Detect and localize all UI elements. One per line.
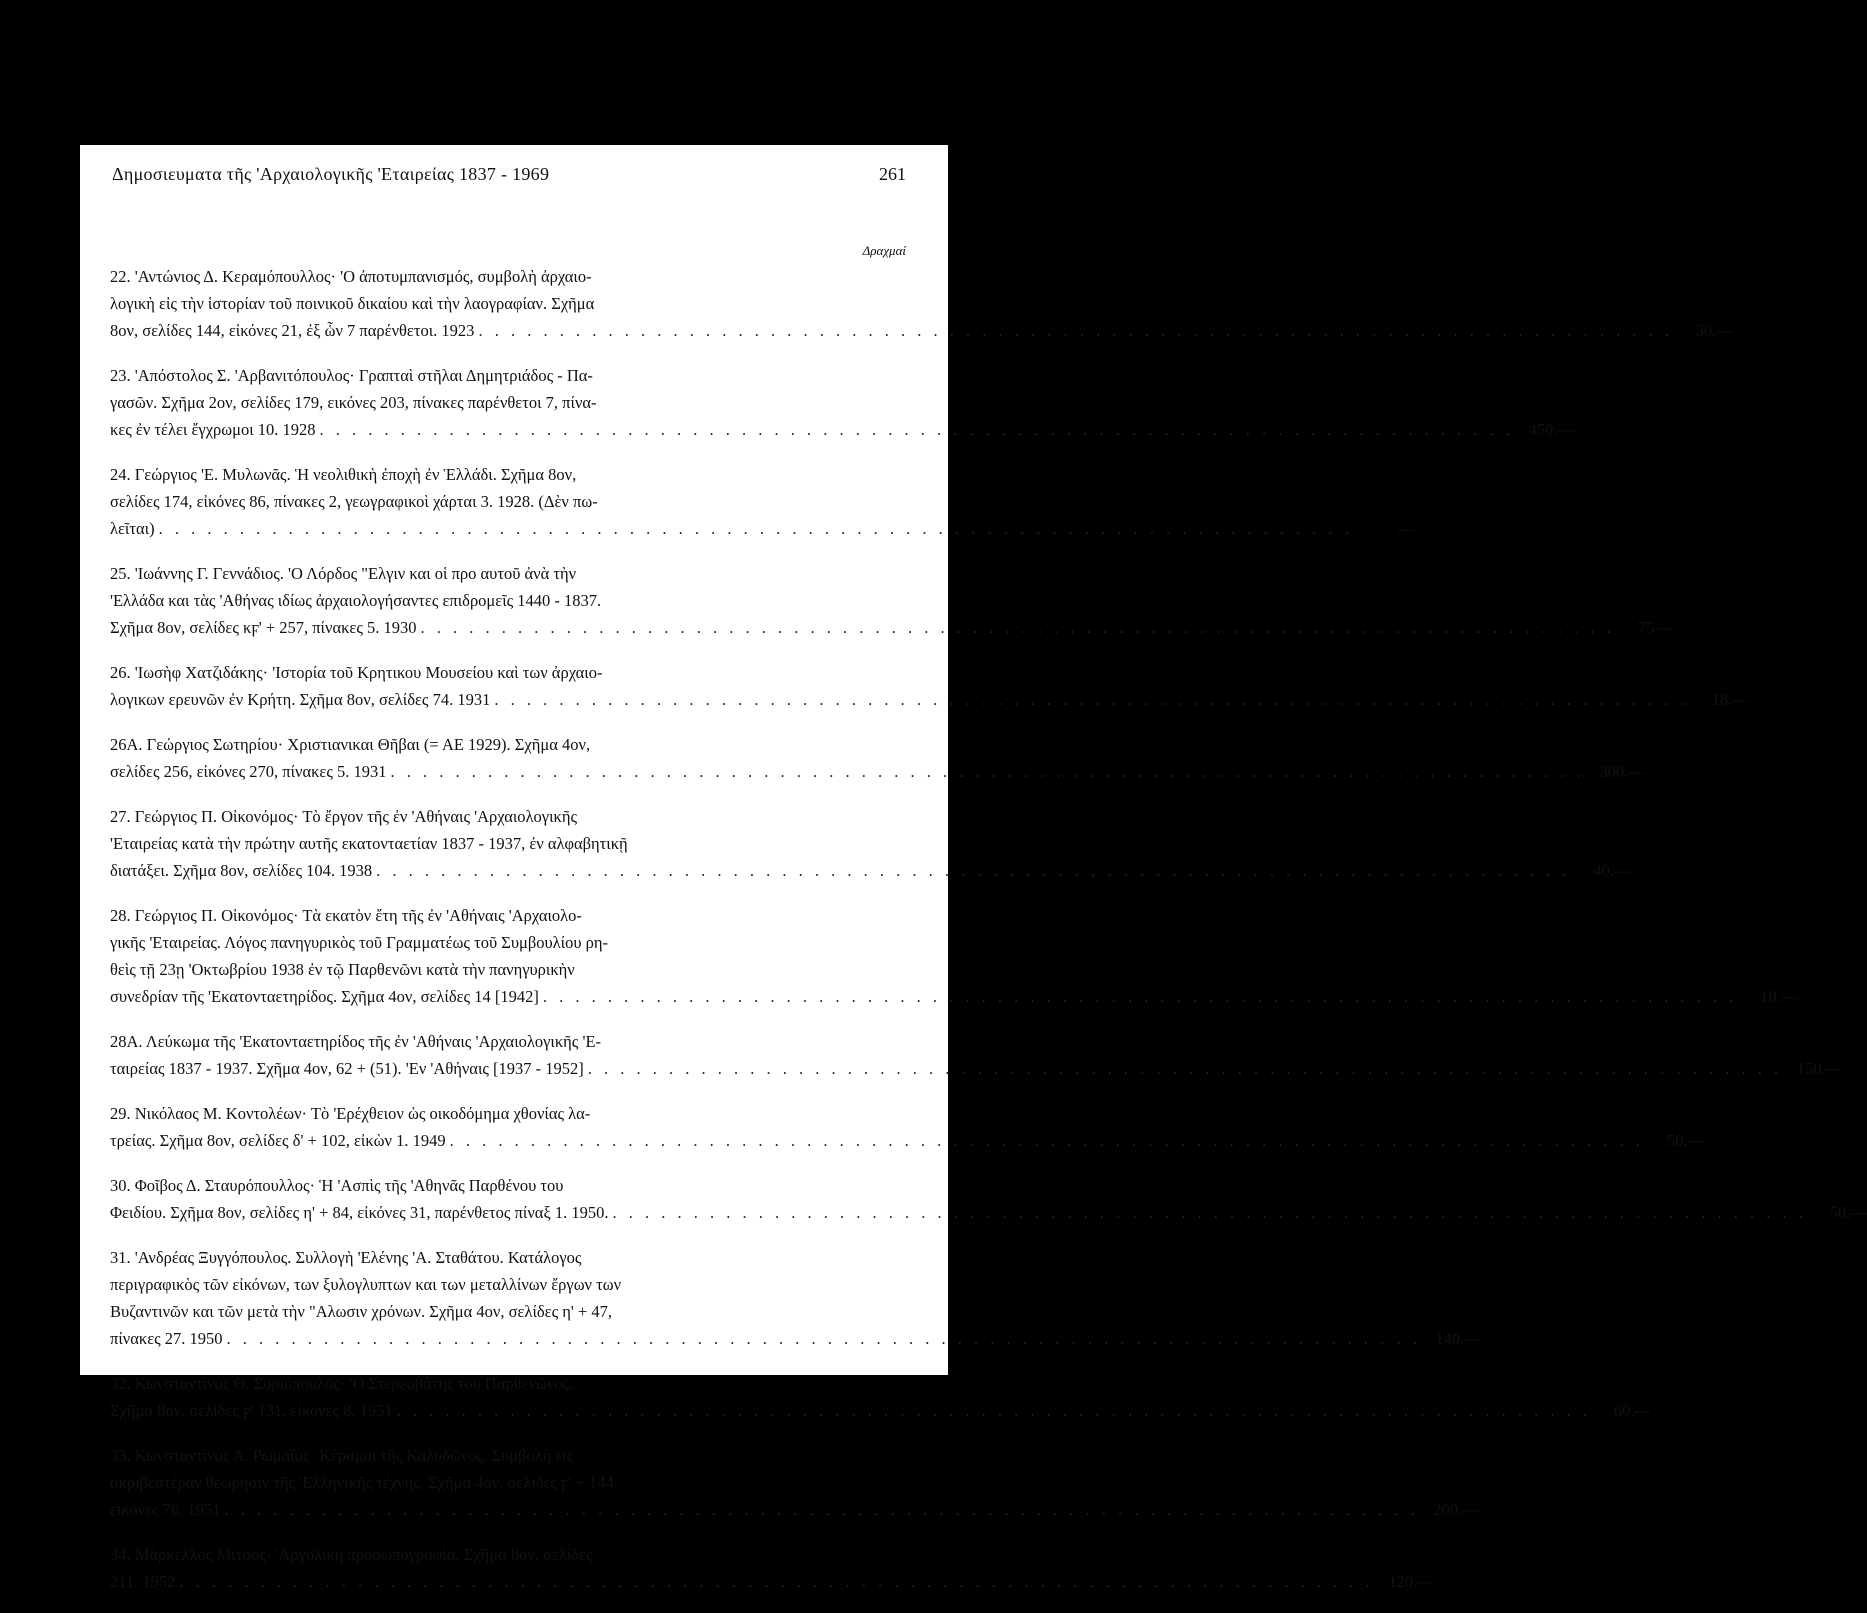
entry-line-text: 30. Φοῖβος Δ. Σταυρόπουλλος· Ἡ 'Ασπὶς τῆς 'Αθηνᾶς Παρθένου του xyxy=(110,1176,564,1195)
entry-line xyxy=(110,290,908,317)
catalog-entry xyxy=(110,1244,1481,1352)
entry-line xyxy=(110,1055,1843,1082)
dot-leader xyxy=(227,1325,1421,1352)
entry-line-text: ἀκριβεστέραν θεώρησιν τῆς 'Ελληνικῆς τέχνης. Σχῆμα 4ον, σελίδες ϝ' + 144, xyxy=(110,1473,618,1492)
entry-line-text: 28Α. Λεύκωμα τῆς 'Εκατονταετηρίδος τῆς ἐν 'Αθήναις 'Αρχαιολογικῆς 'Ε- xyxy=(110,1032,602,1051)
entry-line xyxy=(110,1496,1479,1523)
dot-leader xyxy=(391,758,1585,785)
entry-price: 50.— xyxy=(1829,1203,1867,1222)
entry-line-text: 28. Γεώργιος Π. Οἰκονόμος· Τὰ εκατὸν ἔτη τῆς ἐν 'Αθήναις 'Αρχαιολο- xyxy=(110,906,582,925)
catalog-entry xyxy=(110,731,1645,785)
entry-line xyxy=(110,1127,1704,1154)
entry-line-text: 27. Γεώργιος Π. Οἰκονόμος· Τὸ ἔργον τῆς ἐν 'Αθήναις 'Αρχαιολογικῆς xyxy=(110,807,578,826)
catalog-entry xyxy=(110,803,1631,884)
entry-price: 10.— xyxy=(1760,987,1798,1006)
price-column-label: Δραχμαί xyxy=(862,243,906,258)
entry-line-text: τρείας. Σχῆμα 8ον, σελίδες δ' + 102, εἰκὼν 1. 1949 xyxy=(110,1131,446,1150)
entry-line-text: λογικων ερευνῶν ἐν Κρήτη. Σχῆμα 8ον, σελίδες 74. 1931 xyxy=(110,690,491,709)
catalog-entry xyxy=(110,1541,1434,1595)
entry-price: 60.— xyxy=(1613,1401,1651,1420)
entry-line-text: σελίδες 174, εἰκόνες 86, πίνακες 2, γεωγραφικοὶ χάρται 3. 1928. (Δὲν πω- xyxy=(110,492,598,511)
entry-price: 200.— xyxy=(1433,1500,1479,1519)
entry-price: 450.— xyxy=(1528,420,1574,439)
entry-line xyxy=(110,1541,908,1568)
entry-line-text: 34. Μάρκελλος Μιτσός· 'Αργολικὴ προσωπογραφία. Σχῆμα 8ον, σελίδες xyxy=(110,1545,593,1564)
dot-leader xyxy=(494,686,1688,713)
page-number: 261 xyxy=(879,164,906,184)
entry-price: 18.— xyxy=(1711,690,1749,709)
entry-line-text: θεὶς τῇ 23ῃ 'Οκτωβρίου 1938 ἐν τῷ Παρθενῶνι κατὰ τὴν πανηγυρικὴν xyxy=(110,960,575,979)
entry-line-text: πίνακες 27. 1950 xyxy=(110,1329,223,1348)
entry-line xyxy=(110,1199,1867,1226)
entry-line xyxy=(110,1271,908,1298)
entry-line xyxy=(110,1469,908,1496)
entry-line xyxy=(110,902,908,929)
entry-line xyxy=(110,1100,908,1127)
entry-line xyxy=(110,1244,908,1271)
entry-line-text: 33. Κωνσταντῖνος Α. Ρωμαῖος· Κέραμοι τῆς Καλυδῶνος. Συμβολὴ εις xyxy=(110,1446,574,1465)
entry-price: 150.— xyxy=(1796,1059,1843,1078)
dot-leader xyxy=(224,1496,1418,1523)
entry-line-text: 'Ελλάδα και τὰς 'Αθήνας ιδίως ἀρχαιολογήσαντες επιδρομεῖς 1440 - 1837. xyxy=(110,591,602,610)
entry-line-text: εἰκόνες 76. 1951 xyxy=(110,1500,221,1519)
entry-line xyxy=(110,1370,908,1397)
entry-line xyxy=(110,1028,908,1055)
entry-line-text: 32. Κωνσταντῖνος Θ. Συριόπουλος· 'Ο Στερεοβάτης του Παρθενῶνος. xyxy=(110,1374,574,1393)
entry-line-text: σελίδες 256, εἰκόνες 270, πίνακες 5. 1931 xyxy=(110,762,387,781)
catalog-entry xyxy=(110,1028,1843,1082)
entry-price: — xyxy=(1396,519,1413,538)
dot-leader xyxy=(159,515,1353,542)
entry-line xyxy=(110,1298,908,1325)
dot-leader xyxy=(543,983,1737,1010)
entry-line xyxy=(110,830,908,857)
entry-price: 120.— xyxy=(1388,1572,1434,1591)
header-title: Δημοσιευματα τῆς 'Αρχαιολογικῆς 'Εταιρείας 1837 - 1969 xyxy=(112,164,550,184)
entry-line-text: γικῆς 'Εταιρείας. Λόγος πανηγυρικὸς τοῦ Γραμματέως τοῦ Συμβουλίου ρη- xyxy=(110,933,609,952)
entry-line-text: 8ον, σελίδες 144, εἰκόνες 21, ἐξ ὧν 7 παρένθετοι. 1923 xyxy=(110,321,475,340)
entry-price: 40.— xyxy=(1593,861,1631,880)
dot-leader xyxy=(588,1055,1782,1082)
entry-line xyxy=(110,488,908,515)
dot-leader xyxy=(376,857,1570,884)
entry-line-text: Σχῆμα 8ον, σελίδες ϝ' 131, εἰκόνες 8. 1951 xyxy=(110,1401,393,1420)
catalog-entry xyxy=(110,263,1733,344)
entry-line xyxy=(110,1442,908,1469)
catalog-entry xyxy=(110,1442,1479,1523)
entry-line xyxy=(110,614,1675,641)
entry-line-text: 23. 'Απόστολος Σ. 'Αρβανιτόπουλος· Γραπταὶ στῆλαι Δημητριάδος - Πα- xyxy=(110,366,593,385)
entry-line-text: 'Εταιρείας κατὰ τὴν πρώτην αυτῆς εκατονταετίαν 1837 - 1937, ἐν αλφαβητικῇ xyxy=(110,834,628,853)
entry-line xyxy=(110,461,908,488)
entry-line-text: λεῖται) xyxy=(110,519,155,538)
entry-line-text: ταιρείας 1837 - 1937. Σχῆμα 4ον, 62 + (51). 'Εν 'Αθήναις [1937 - 1952] xyxy=(110,1059,584,1078)
dot-leader xyxy=(478,317,1672,344)
entry-price: 140.— xyxy=(1435,1329,1481,1348)
entry-line xyxy=(110,659,908,686)
dot-leader xyxy=(421,614,1615,641)
entry-line-text: 26. 'Ιωσὴφ Χατζιδάκης· 'Ιστορία τοῦ Κρητικου Μουσείου καὶ των ἀρχαιο- xyxy=(110,663,603,682)
entry-price: 75 — xyxy=(1637,618,1675,637)
entry-line xyxy=(110,317,1733,344)
entry-line xyxy=(110,560,908,587)
catalog-entry xyxy=(110,1172,1867,1226)
dot-leader xyxy=(397,1397,1591,1424)
entry-line-text: Σχῆμα 8ον, σελίδες κϝ' + 257, πίνακες 5. 1930 xyxy=(110,618,417,637)
entry-price: 300.— xyxy=(1599,762,1645,781)
entry-line-text: 211. 1952 xyxy=(110,1572,176,1591)
entry-line xyxy=(110,515,1413,542)
entry-line-text: περιγραφικὸς τῶν εἰκόνων, των ξυλογλυπτων και των μεταλλίνων ἔργων των xyxy=(110,1275,622,1294)
dot-leader xyxy=(613,1199,1807,1226)
entry-line xyxy=(110,929,908,956)
entry-line xyxy=(110,1325,1481,1352)
entry-line xyxy=(110,857,1631,884)
dot-leader xyxy=(320,416,1514,443)
dot-leader xyxy=(450,1127,1644,1154)
entry-line-text: 25. 'Ιωάννης Γ. Γεννάδιος. 'Ο Λόρδος "Ελγιν και οἱ προ αυτοῦ ἀνὰ τὴν xyxy=(110,564,577,583)
catalog-entry xyxy=(110,1370,1651,1424)
entry-line xyxy=(110,416,1574,443)
catalog-entries xyxy=(110,263,1867,1613)
entry-line xyxy=(110,362,908,389)
entry-line-text: 31. 'Ανδρέας Ξυγγόπουλος. Συλλογὴ 'Ελένης 'Α. Σταθάτου. Κατάλογος xyxy=(110,1248,582,1267)
entry-price: 30.— xyxy=(1695,321,1733,340)
dot-leader xyxy=(179,1568,1373,1595)
entry-line-text: 26Α. Γεώργιος Σωτηρίου· Χριστιανικαι Θῆβαι (= ΑΕ 1929). Σχῆμα 4ον, xyxy=(110,735,591,754)
entry-line xyxy=(110,389,908,416)
entry-line-text: κες ἐν τέλει ἔγχρωμοι 10. 1928 xyxy=(110,420,316,439)
entry-line xyxy=(110,1568,1434,1595)
catalog-entry xyxy=(110,659,1749,713)
entry-line-text: Βυζαντινῶν και τῶν μετὰ τὴν "Αλωσιν χρόνων. Σχῆμα 4ον, σελίδες η' + 47, xyxy=(110,1302,613,1321)
entry-line xyxy=(110,731,908,758)
entry-line xyxy=(110,983,1798,1010)
entry-price: 50.— xyxy=(1666,1131,1704,1150)
entry-line xyxy=(110,956,908,983)
entry-line xyxy=(110,803,908,830)
entry-line-text: διατάξει. Σχῆμα 8ον, σελίδες 104. 1938 xyxy=(110,861,373,880)
entry-line xyxy=(110,587,908,614)
catalog-entry xyxy=(110,1100,1704,1154)
entry-line-text: 22. 'Αντώνιος Δ. Κεραμόπουλλος· 'Ο ἀποτυμπανισμός, συμβολὴ ἀρχαιο- xyxy=(110,267,592,286)
entry-line-text: 24. Γεώργιος 'Ε. Μυλωνᾶς. Ἡ νεολιθικὴ ἐποχὴ ἐν Ἑλλάδι. Σχῆμα 8ον, xyxy=(110,465,577,484)
catalog-entry xyxy=(110,902,1798,1010)
entry-line xyxy=(110,758,1645,785)
entry-line-text: Φειδίου. Σχῆμα 8ον, σελίδες η' + 84, εἰκόνες 31, παρένθετος πίναξ 1. 1950. xyxy=(110,1203,609,1222)
entry-line xyxy=(110,1397,1651,1424)
entry-line-text: 29. Νικόλαος Μ. Κοντολέων· Τὸ 'Ερέχθειον ὡς οικοδόμημα χθονίας λα- xyxy=(110,1104,591,1123)
catalog-entry xyxy=(110,560,1675,641)
entry-line-text: λογικὴ εἰς τὴν ἱστορίαν τοῦ ποινικοῦ δικαίου καὶ τὴν λαογραφίαν. Σχῆμα xyxy=(110,294,595,313)
entry-line-text: γασῶν. Σχῆμα 2ον, σελίδες 179, εικόνες 203, πίνακες παρένθετοι 7, πίνα- xyxy=(110,393,597,412)
document-page xyxy=(80,145,1867,1591)
entry-line-text: συνεδρίαν τῆς 'Εκατονταετηρίδος. Σχῆμα 4ον, σελίδες 14 [1942] xyxy=(110,987,539,1006)
entry-line xyxy=(110,263,908,290)
entry-line xyxy=(110,1172,908,1199)
catalog-entry xyxy=(110,461,1413,542)
catalog-entry xyxy=(110,362,1574,443)
entry-line xyxy=(110,686,1749,713)
